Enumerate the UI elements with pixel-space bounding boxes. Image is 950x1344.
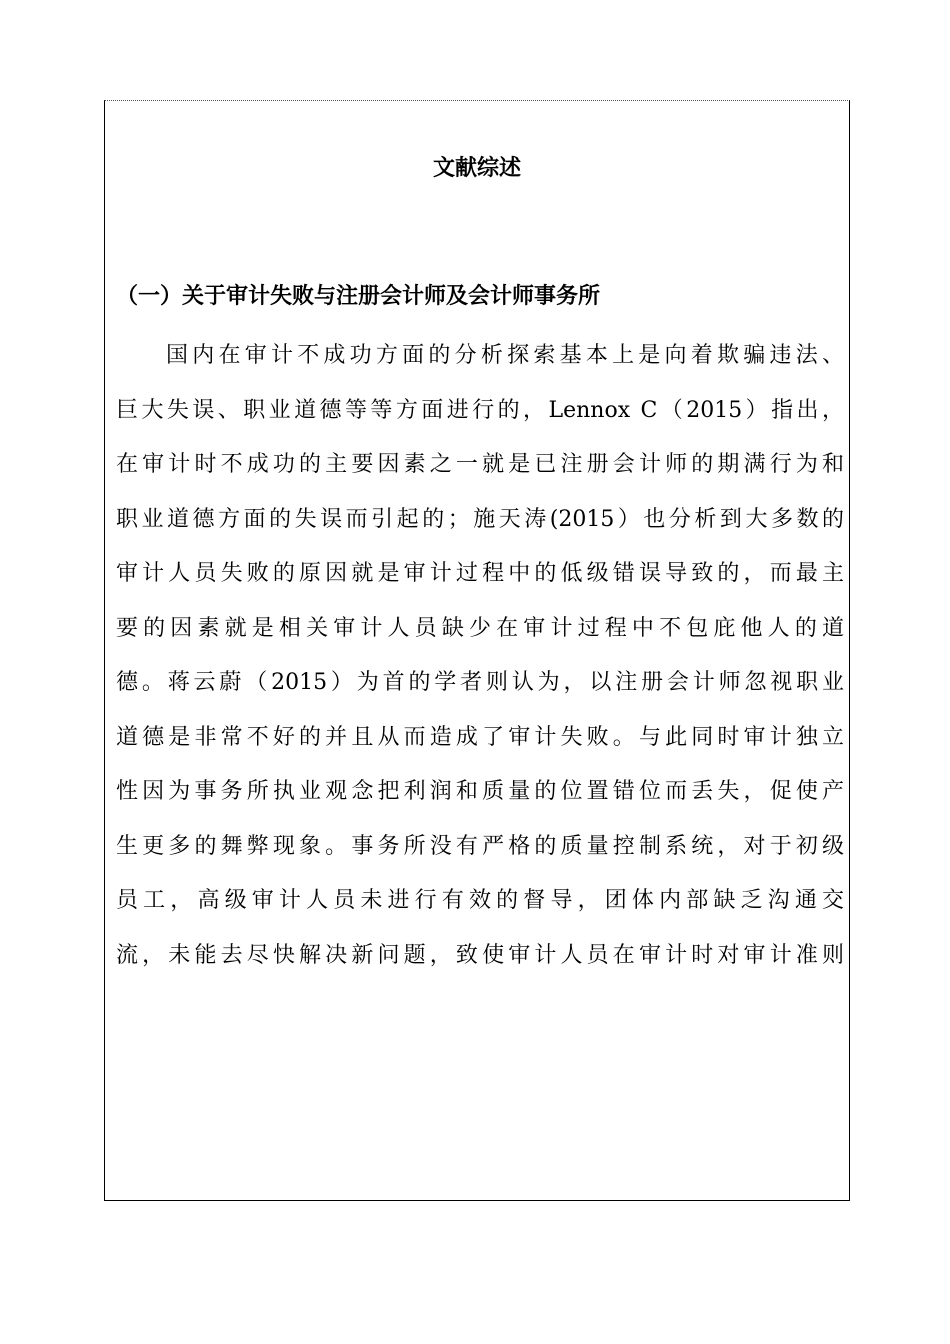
body-line: 要的因素就是相关审计人员缺少在审计过程中不包庇他人的道 [116, 615, 844, 641]
body-line: 德。蒋云蔚（2015）为首的学者则认为，以注册会计师忽视职业 [116, 670, 844, 695]
body-line: 审计人员失败的原因就是审计过程中的低级错误导致的，而最主 [116, 561, 844, 586]
body-line: 生更多的舞弊现象。事务所没有严格的质量控制系统，对于初级 [116, 833, 844, 859]
body-line: 国内在审计不成功方面的分析探索基本上是向着欺骗违法、 [166, 343, 844, 368]
body-line: 员工，高级审计人员未进行有效的督导，团体内部缺乏沟通交 [116, 888, 844, 913]
body-line: 职业道德方面的失误而引起的；施天涛(2015）也分析到大多数的 [116, 506, 844, 532]
body-line: 性因为事务所执业观念把利润和质量的位置错位而丢失，促使产 [116, 779, 844, 804]
document-frame [104, 100, 850, 1201]
section-heading: （一）关于审计失败与注册会计师及会计师事务所 [116, 283, 601, 309]
body-line: 在审计时不成功的主要因素之一就是已注册会计师的期满行为和 [116, 452, 844, 477]
body-line: 道德是非常不好的并且从而造成了审计失败。与此同时审计独立 [116, 724, 844, 750]
body-paragraph [116, 341, 844, 995]
document-title: 文献综述 [432, 155, 521, 181]
body-line: 巨大失误、职业道德等等方面进行的，Lennox C（2015）指出， [116, 397, 844, 423]
body-line: 流，未能去尽快解决新问题，致使审计人员在审计时对审计准则 [116, 942, 844, 968]
